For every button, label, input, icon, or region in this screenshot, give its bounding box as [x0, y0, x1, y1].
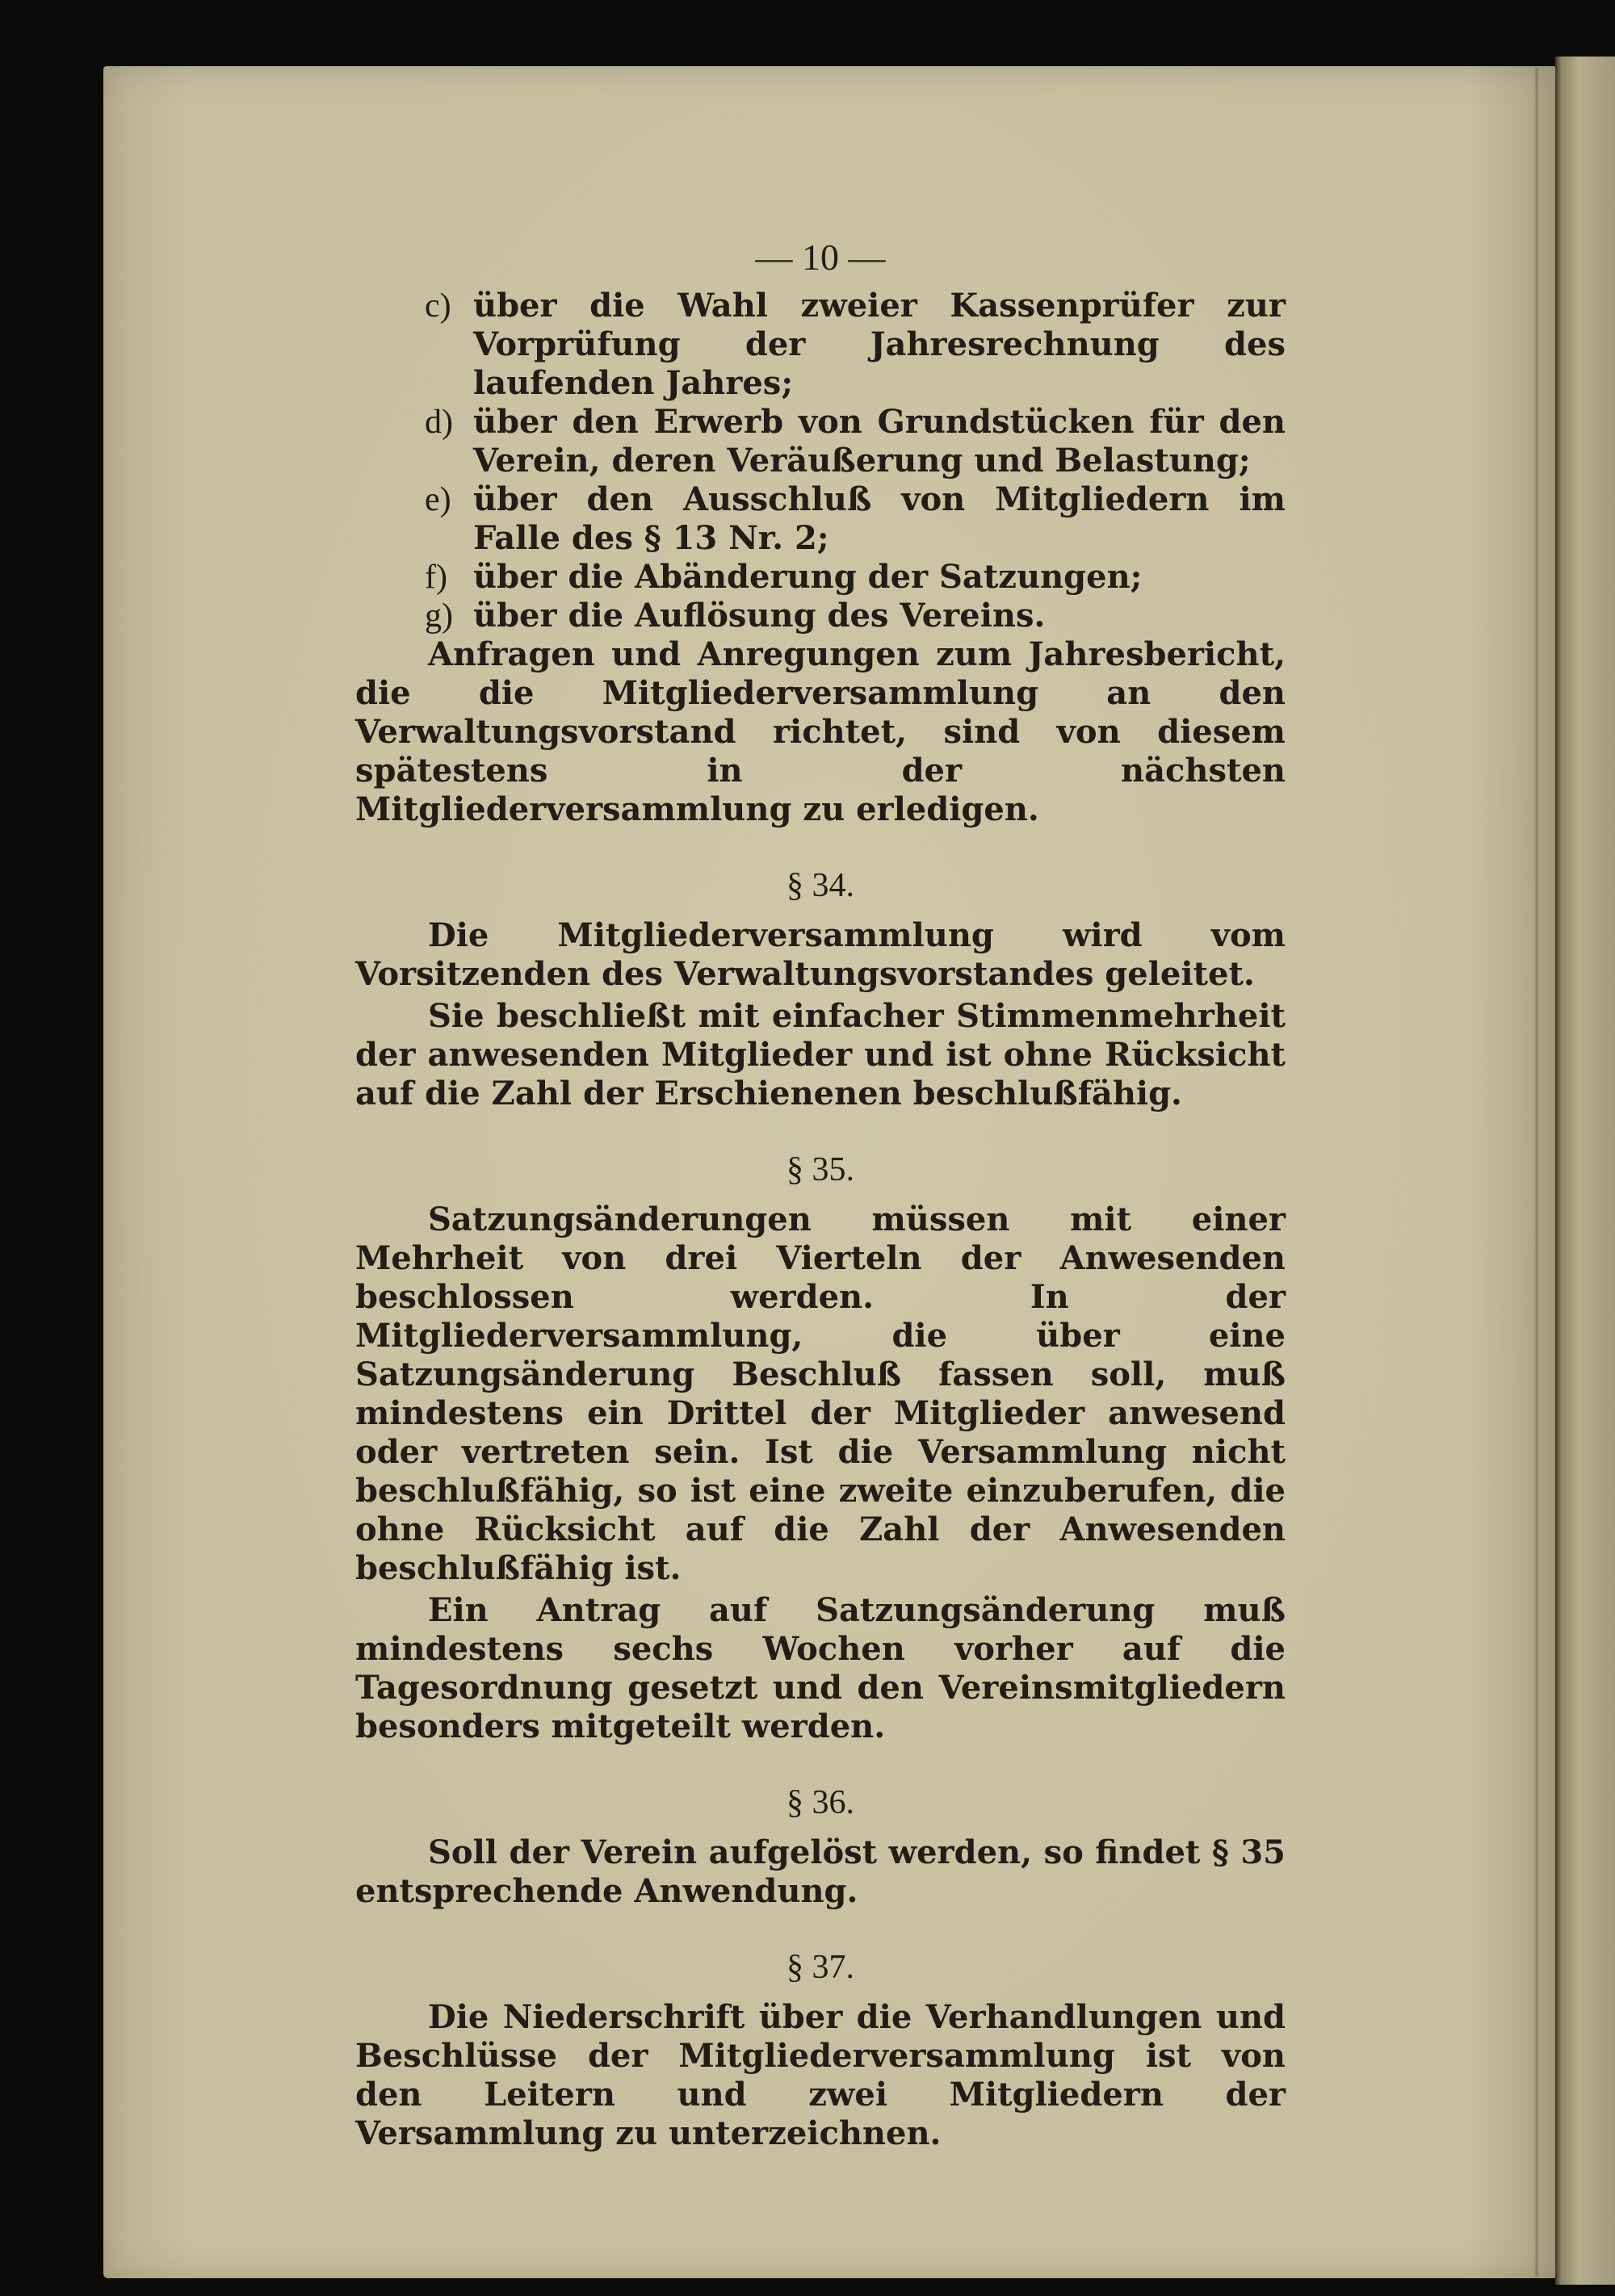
list-item-text: über die Wahl zweier Kassenprüfer zur Vorprüfung der Jahresrechnung des laufenden Jahres;	[473, 287, 1286, 402]
section-35-paragraph-2: Ein Antrag auf Satzungsänderung muß mindestens sechs Wochen vorher auf die Tagesordnung gesetzt und den Vereinsmitgliedern besonders mitgeteilt werden.	[355, 1591, 1286, 1745]
section-heading-34: § 34.	[787, 867, 854, 904]
next-page-edge	[1555, 57, 1615, 2285]
list-item-text: über den Erwerb von Grundstücken für den Verein, deren Veräußerung und Belastung;	[473, 403, 1286, 480]
list-item-c	[355, 287, 1286, 403]
list-item-f	[355, 558, 1286, 597]
page-text	[355, 238, 1286, 2153]
list-item-label: e)	[425, 481, 451, 518]
list-item-text: über die Auflösung des Vereins.	[473, 597, 1046, 635]
section-34-paragraph-1: Die Mitgliederversammlung wird vom Vorsitzenden des Verwaltungsvorstandes geleitet.	[355, 916, 1286, 993]
page-number: — 10 —	[755, 237, 886, 278]
list-item-label: d)	[425, 404, 453, 441]
list-item-text: über die Abänderung der Satzungen;	[473, 558, 1143, 596]
list-item-e	[355, 480, 1286, 558]
section-heading-37: § 37.	[787, 1949, 854, 1986]
section-37-paragraph-1: Die Niederschrift über die Verhandlungen und Beschlüsse der Mitgliederversammlung ist von den Leitern und zwei Mitgliedern der Versammlung zu unterzeichnen.	[355, 1998, 1286, 2152]
page-fold-shadow	[1534, 68, 1539, 2277]
list-item-label: f)	[425, 559, 447, 596]
list-item-d	[355, 403, 1286, 480]
list-item-label: g)	[425, 597, 453, 635]
intro-paragraph: Anfragen und Anregungen zum Jahresbericht, die die Mitgliederversammlung an den Verwaltungsvorstand richtet, sind von diesem spätestens in der nächsten Mitgliederversammlung zu erledigen.	[355, 635, 1286, 828]
list-item-text: über den Ausschluß von Mitgliedern im Falle des § 13 Nr. 2;	[473, 480, 1286, 557]
list-item-label: c)	[425, 287, 451, 325]
section-heading-36: § 36.	[787, 1784, 854, 1821]
section-35-paragraph-1: Satzungsänderungen müssen mit einer Mehrheit von drei Vierteln der Anwesenden beschlossen werden. In der Mitgliederversammlung, die über eine Satzungsänderung Beschluß fassen soll, muß mindestens ein Drittel der Mitglieder anwesend oder vertreten sein. Ist die Versammlung nicht beschlußfähig, so ist eine zweite einzuberufen, die ohne Rücksicht auf die Zahl der Anwesenden beschlußfähig ist.	[355, 1200, 1286, 1587]
list-item-g	[355, 597, 1286, 635]
section-36-paragraph-1: Soll der Verein aufgelöst werden, so findet § 35 entsprechende Anwendung.	[355, 1833, 1286, 1910]
section-34-paragraph-2: Sie beschließt mit einfacher Stimmenmehrheit der anwesenden Mitglieder und ist ohne Rücksicht auf die Zahl der Erschienenen beschlußfähig.	[355, 997, 1286, 1112]
section-heading-35: § 35.	[787, 1151, 854, 1188]
